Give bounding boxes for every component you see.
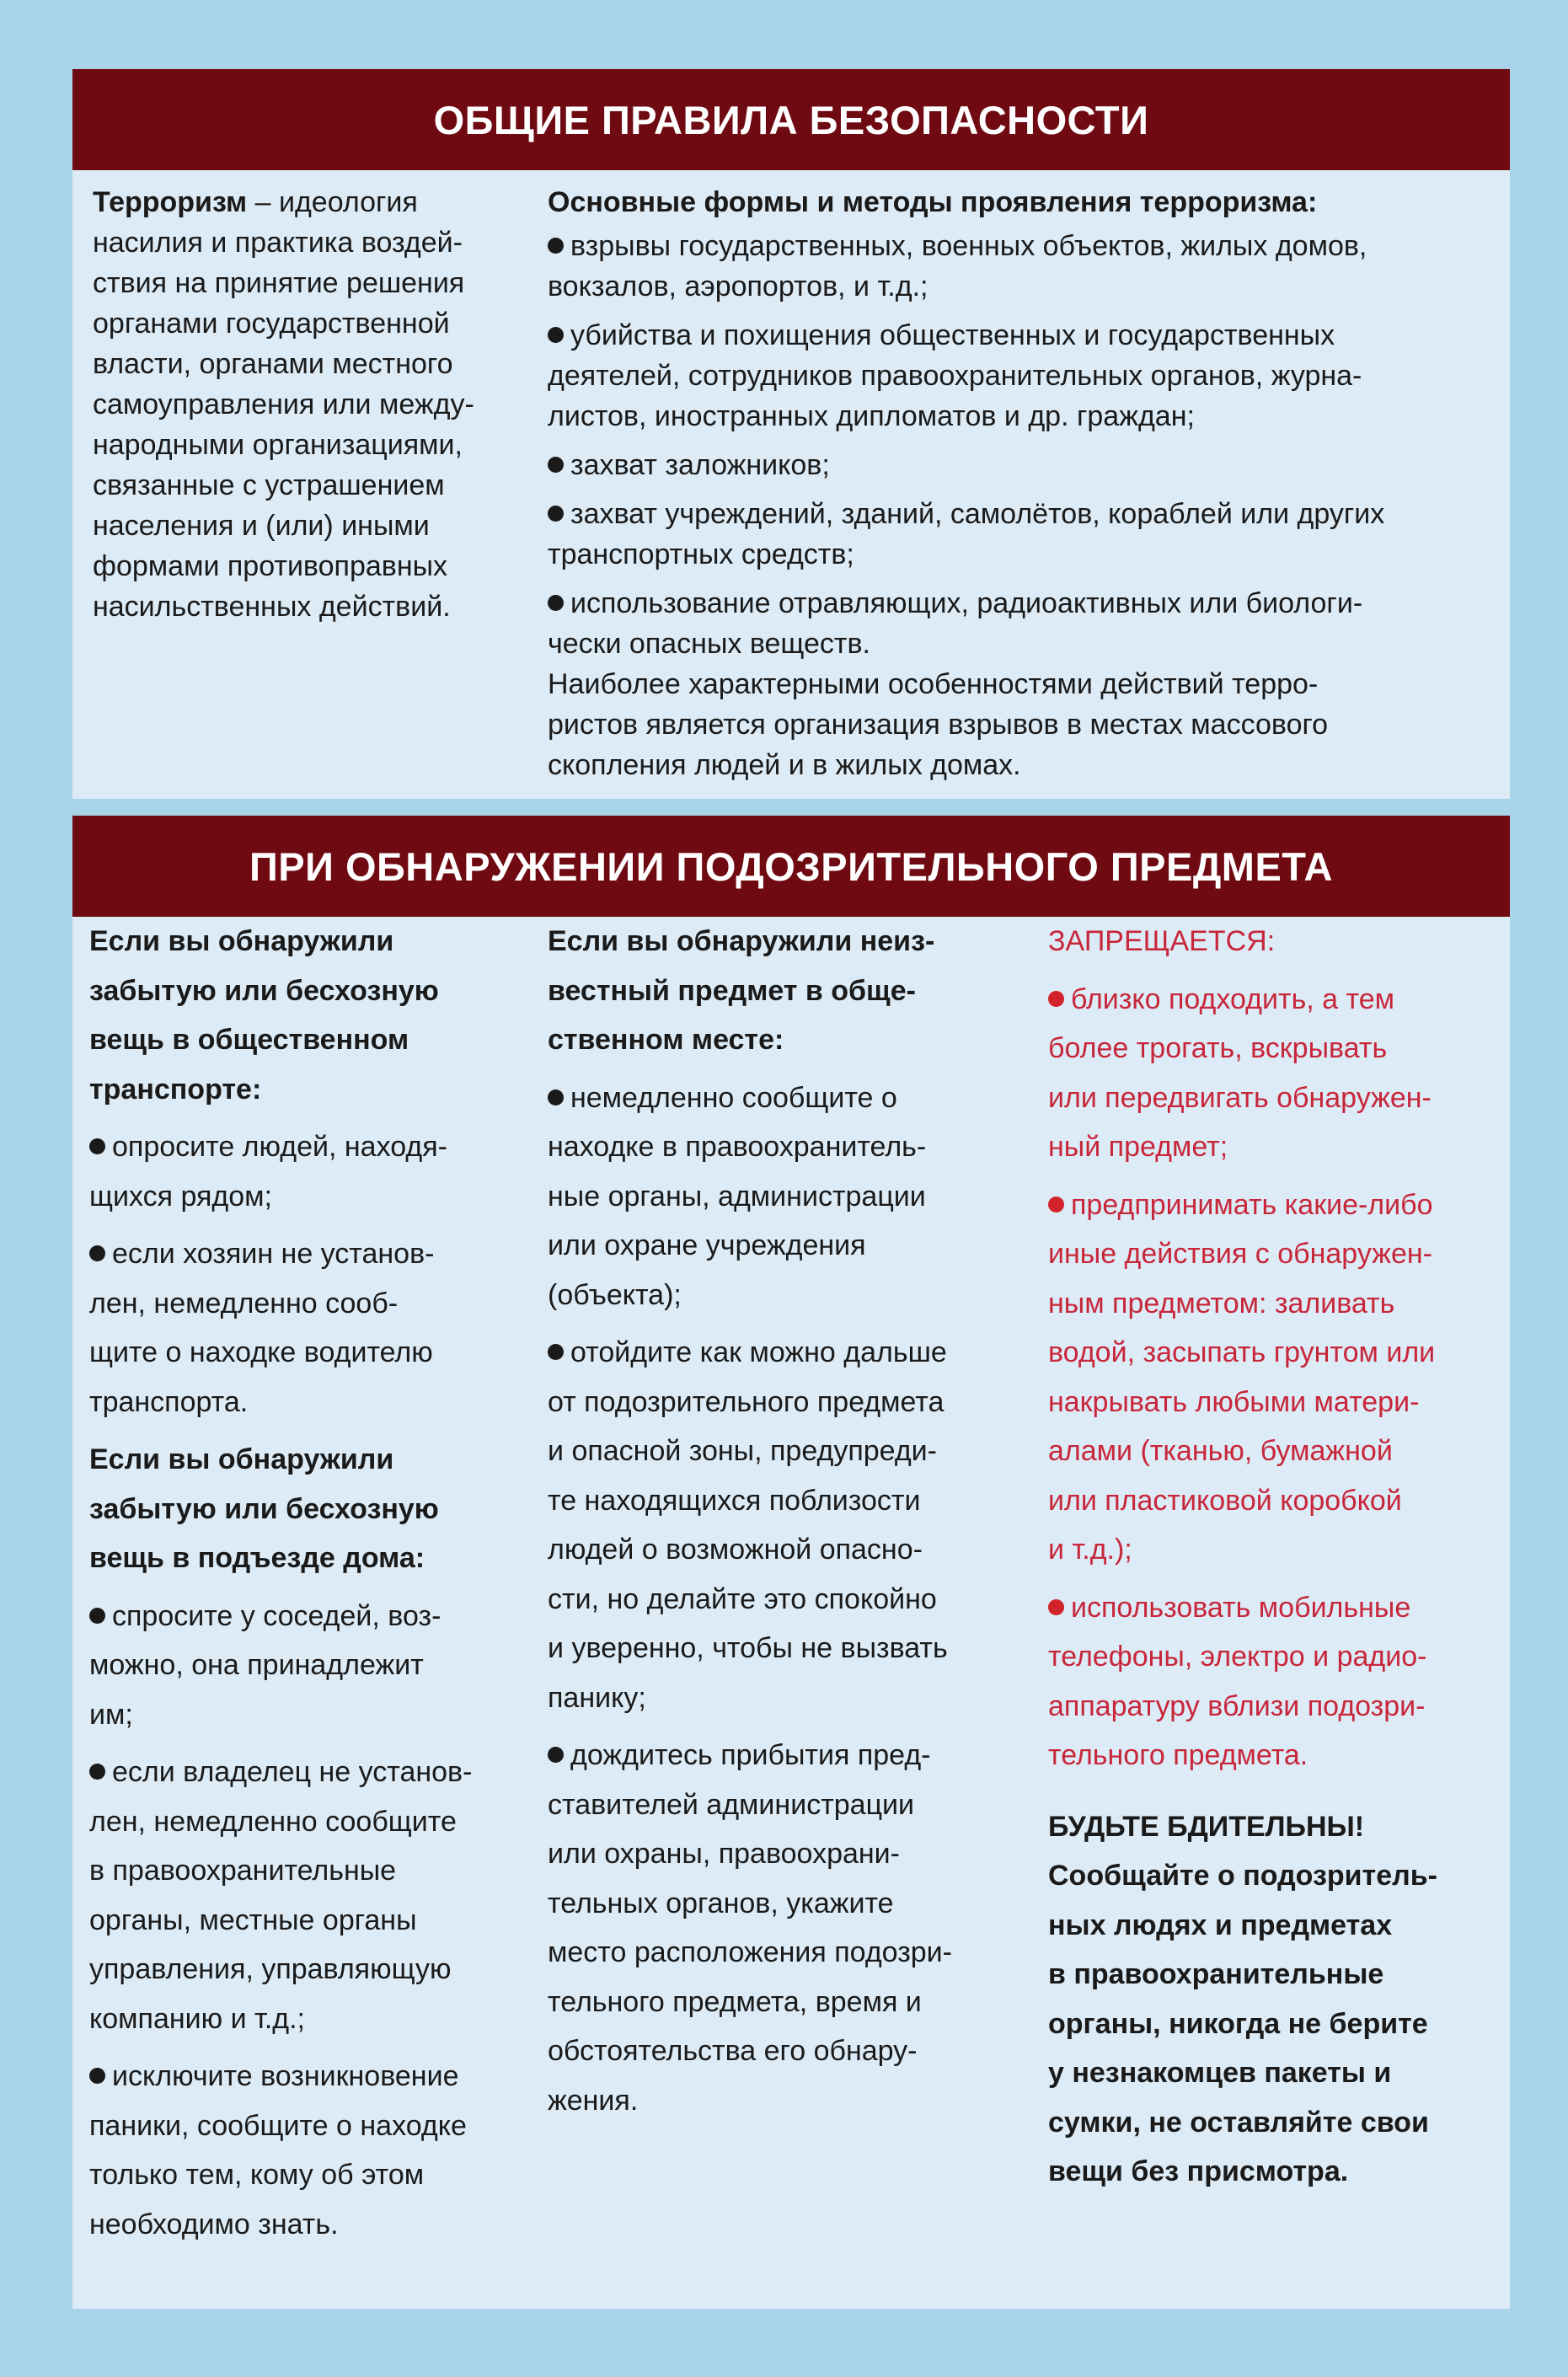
- definition-term: Терроризм: [93, 186, 248, 218]
- bullet-icon: [548, 506, 564, 522]
- bullet-icon: [89, 1608, 105, 1624]
- bullet-icon: [1048, 991, 1064, 1007]
- heading-public-place: Если вы обнаружили неиз- вестный предмет в обще- ственном месте:: [548, 925, 935, 1056]
- bullet-icon: [548, 327, 564, 343]
- forbidden-item: близко подходить, а тем более трогать, вскрывать или передвигать обнаружен- ный предмет;: [1048, 982, 1432, 1163]
- list-item: отойдите как можно дальше от подозрительного предмета и опасной зоны, предупреди- те находящихся поблизости людей о возможной опасно- сти, но делайте это спокойно и уверенно, чтобы не вызвать панику;: [548, 1336, 948, 1714]
- definition-line: ствия на принятие решения: [93, 267, 465, 299]
- bullet-icon: [548, 1344, 564, 1360]
- list-item: взрывы государственных, военных объектов, жилых домов, вокзалов, аэропортов, и т.д.;: [548, 230, 1367, 302]
- suspicious-object-panel: [72, 816, 1510, 2309]
- list-item: захват учреждений, зданий, самолётов, кораблей или других транспортных средств;: [548, 498, 1385, 570]
- section-title: ПРИ ОБНАРУЖЕНИИ ПОДОЗРИТЕЛЬНОГО ПРЕДМЕТА: [72, 816, 1510, 917]
- terrorism-definition: [93, 182, 565, 627]
- bullet-icon: [548, 457, 564, 473]
- bullet-icon: [89, 1245, 105, 1261]
- note-line: ристов является организация взрывов в местах массового: [548, 709, 1329, 741]
- definition-line: народными организациями,: [93, 429, 463, 461]
- bullet-icon: [89, 1764, 105, 1780]
- bullet-icon: [548, 1747, 564, 1763]
- heading-entrance: Если вы обнаружили забытую или бесхозную вещь в подъезде дома:: [89, 1443, 439, 1574]
- note-line: скопления людей и в жилых домах.: [548, 749, 1021, 781]
- terrorism-forms: [548, 182, 1491, 785]
- forbidden-item: использовать мобильные телефоны, электро и радио- аппаратуру вблизи подозри- тельного предмета.: [1048, 1591, 1427, 1771]
- list-item: исключите возникновение паники, сообщите о находке только тем, кому об этом необходимо знать.: [89, 2060, 467, 2240]
- list-item: немедленно сообщите о находке в правоохранитель- ные органы, администрации или охране учреждения (объекта);: [548, 1081, 927, 1311]
- bullet-icon: [89, 2068, 105, 2084]
- definition-line: насилия и практика воздей-: [93, 227, 463, 259]
- definition-line: формами противоправных: [93, 550, 448, 582]
- bullet-icon: [1048, 1599, 1064, 1615]
- transport-and-entrance-column: [89, 917, 561, 2249]
- list-item: использование отравляющих, радиоактивных или биологи- чески опасных веществ.: [548, 587, 1363, 660]
- bullet-icon: [548, 595, 564, 611]
- definition-line: насильственных действий.: [93, 591, 451, 623]
- list-item: захват заложников;: [548, 445, 1491, 485]
- list-item: убийства и похищения общественных и государственных деятелей, сотрудников правоохранительных органов, журна- листов, иностранных дипломатов и др. граждан;: [548, 319, 1362, 432]
- definition-line: связанные с устрашением: [93, 469, 445, 501]
- bullet-icon: [1048, 1197, 1064, 1213]
- definition-line: населения и (или) иными: [93, 510, 430, 542]
- general-rules-panel: [72, 69, 1510, 799]
- list-item: если хозяин не установ- лен, немедленно сооб- щите о находке водителю транспорта.: [89, 1238, 435, 1418]
- vigilant-heading: БУДЬТЕ БДИТЕЛЬНЫ!: [1048, 1810, 1365, 1843]
- definition-line: самоуправления или между-: [93, 388, 474, 420]
- bullet-icon: [89, 1138, 105, 1154]
- bullet-icon: [548, 1089, 564, 1106]
- note-line: Наиболее характерными особенностями действий терро-: [548, 668, 1319, 700]
- forms-heading: Основные формы и методы проявления терроризма:: [548, 186, 1318, 218]
- public-place-column: [548, 917, 1019, 2125]
- list-item: спросите у соседей, воз- можно, она принадлежит им;: [89, 1599, 442, 1731]
- definition-line: органами государственной: [93, 308, 450, 340]
- bullet-icon: [548, 238, 564, 254]
- section-title: ОБЩИЕ ПРАВИЛА БЕЗОПАСНОСТИ: [72, 69, 1510, 170]
- vigilant-text: Сообщайте о подозритель- ных людях и предметах в правоохранительные органы, никогда не берите у незнакомцев пакеты и сумки, не оставляйте свои вещи без присмотра.: [1048, 1860, 1437, 2187]
- list-item: опросите людей, находя- щихся рядом;: [89, 1131, 447, 1213]
- heading-transport: Если вы обнаружили забытую или бесхозную вещь в общественном транспорте:: [89, 925, 439, 1106]
- definition-line: власти, органами местного: [93, 348, 453, 380]
- forbidden-heading: ЗАПРЕЩАЕТСЯ:: [1048, 925, 1276, 957]
- forbidden-column: [1048, 917, 1503, 2197]
- list-item: если владелец не установ- лен, немедленно сообщите в правоохранительные органы, местные органы управления, управляющую компанию и т.д.;: [89, 1756, 473, 2035]
- list-item: дождитесь прибытия пред- ставителей администрации или охраны, правоохрани- тельных органов, укажите место расположения подозри- тельного предмета, время и обстоятельства его обнару- жения.: [548, 1739, 953, 2117]
- definition-line-0: Терроризм – идеология: [93, 186, 418, 218]
- forbidden-item: предпринимать какие-либо иные действия с обнаружен- ным предметом: заливать водой, засыпать грунтом или накрывать любыми матери- алами (тканью, бумажной или пластиковой коробкой и т.д.);: [1048, 1188, 1436, 1566]
